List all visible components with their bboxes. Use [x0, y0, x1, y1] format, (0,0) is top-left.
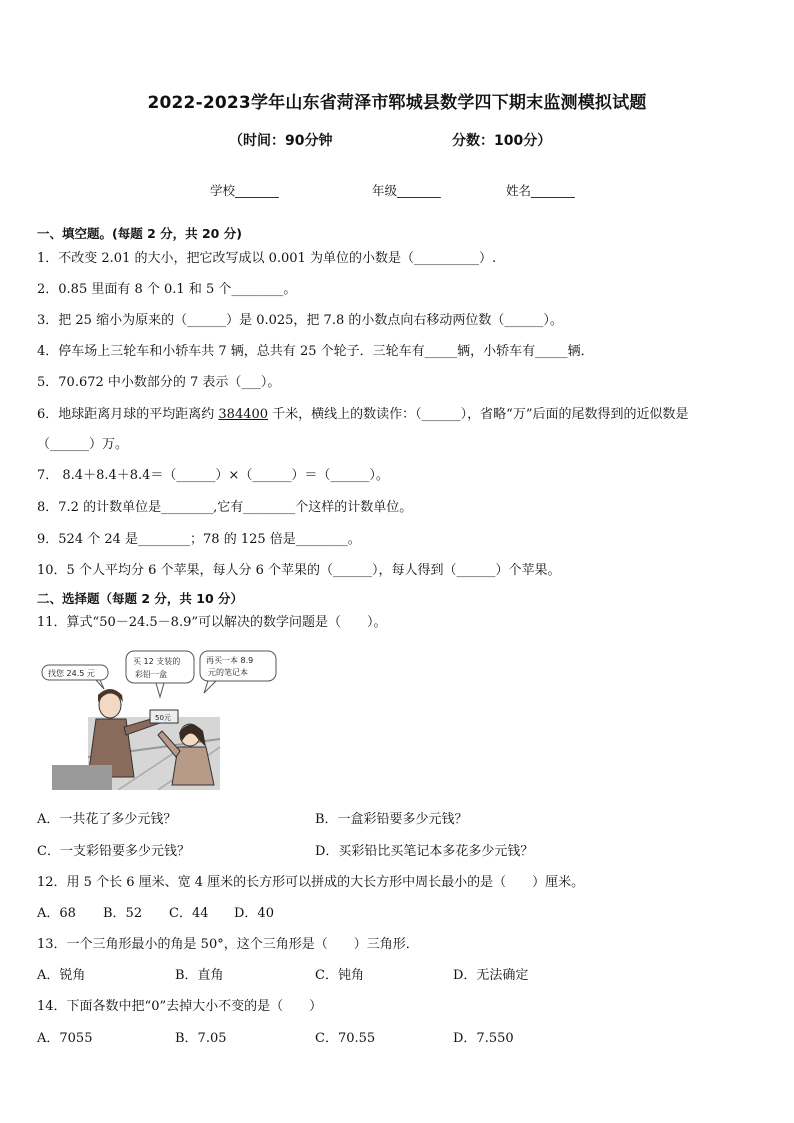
- bubble-change-text: 找您 24.5 元: [48, 669, 95, 678]
- q13-option-a[interactable]: A．锐角: [37, 968, 86, 983]
- section-1-heading: 一、填空题。(每题 2 分，共 20 分): [37, 226, 242, 241]
- q14-option-a[interactable]: A．7055: [37, 1031, 93, 1046]
- question-13: 13．一个三角形最小的角是 50°，这个三角形是（ ）三角形．: [37, 937, 419, 952]
- counter-shape: [52, 765, 112, 790]
- question-7: 7． 8.4＋8.4＋8.4＝（______）×（______）＝（______）。: [37, 468, 389, 483]
- question-11: 11．算式“50－24.5－8.9”可以解决的数学问题是（ ）。: [37, 615, 387, 630]
- question-6-suffix: 千米，横线上的数读作：（______），省略“万”后面的尾数得到的近似数是: [268, 407, 689, 422]
- bubble-notebook-line1: 再买一本 8.9: [206, 656, 254, 665]
- question-6-prefix: 6．地球距离月球的平均距离约: [37, 407, 219, 422]
- q14-option-d[interactable]: D．7.550: [453, 1031, 514, 1046]
- q11-option-a[interactable]: A．一共花了多少元钱？: [37, 812, 177, 827]
- bubble-pencils-line1: 买 12 支装的: [133, 657, 181, 666]
- q14-option-b[interactable]: B．7.05: [175, 1031, 227, 1046]
- question-9: 9．524 个 24 是________；78 的 125 倍是________。: [37, 532, 361, 547]
- q12-option-c[interactable]: C．44: [169, 906, 209, 921]
- exam-time: （时间：90分钟: [229, 133, 333, 149]
- question-14: 14．下面各数中把“0”去掉大小不变的是（ ）: [37, 999, 323, 1014]
- question-6-line2: （______）万。: [37, 437, 129, 452]
- q14-option-c[interactable]: C．70.55: [315, 1031, 376, 1046]
- school-field: 学校_______: [210, 183, 279, 198]
- question-2: 2．0.85 里面有 8 个 0.1 和 5 个________。: [37, 282, 297, 297]
- q12-option-d[interactable]: D．40: [234, 906, 274, 921]
- q11-option-c[interactable]: C．一支彩铅要多少元钱？: [37, 844, 190, 859]
- q13-option-b[interactable]: B．直角: [175, 968, 224, 983]
- question-12: 12．用 5 个长 6 厘米、宽 4 厘米的长方形可以拼成的大长方形中周长最小的是（ ）厘米。: [37, 875, 585, 890]
- exam-score: 分数：100分）: [452, 133, 552, 149]
- q12-option-b[interactable]: B．52: [103, 906, 143, 921]
- q13-option-c[interactable]: C．钝角: [315, 968, 364, 983]
- question-10: 10．5 个人平均分 6 个苹果，每人分 6 个苹果的（______），每人得到（______）个苹果。: [37, 563, 561, 578]
- shopping-illustration: [38, 647, 280, 790]
- bubble-pencils-line2: 彩铅一盒: [135, 670, 167, 679]
- question-3: 3．把 25 缩小为原来的（______）是 0.025，把 7.8 的小数点向右移动两位数（______）。: [37, 313, 563, 328]
- question-4: 4．停车场上三轮车和小轿车共 7 辆，总共有 25 个轮子．三轮车有_____辆，小轿车有_____辆．: [37, 344, 594, 359]
- money-bill-text: 50元: [155, 714, 171, 722]
- q13-option-d[interactable]: D．无法确定: [453, 968, 529, 983]
- question-6-number: 384400: [218, 407, 269, 422]
- page-title: 2022-2023学年山东省菏泽市郓城县数学四下期末监测模拟试题: [147, 93, 647, 113]
- question-1: 1．不改变 2.01 的大小，把它改写成以 0.001 为单位的小数是（__________）.: [37, 251, 497, 266]
- question-8: 8．7.2 的计数单位是________,它有________个这样的计数单位。: [37, 500, 413, 515]
- question-5: 5．70.672 中小数部分的 7 表示（___）。: [37, 375, 281, 390]
- q12-option-a[interactable]: A．68: [37, 906, 76, 921]
- question-6: [37, 406, 688, 424]
- bubble-notebook-line2: 元的笔记本: [208, 668, 248, 677]
- grade-field: 年级_______: [372, 183, 441, 198]
- q11-option-d[interactable]: D．买彩铅比买笔记本多花多少元钱？: [315, 844, 534, 859]
- q11-option-b[interactable]: B．一盒彩铅要多少元钱？: [315, 812, 468, 827]
- section-2-heading: 二、选择题（每题 2 分，共 10 分）: [37, 591, 244, 606]
- name-field: 姓名_______: [506, 183, 575, 198]
